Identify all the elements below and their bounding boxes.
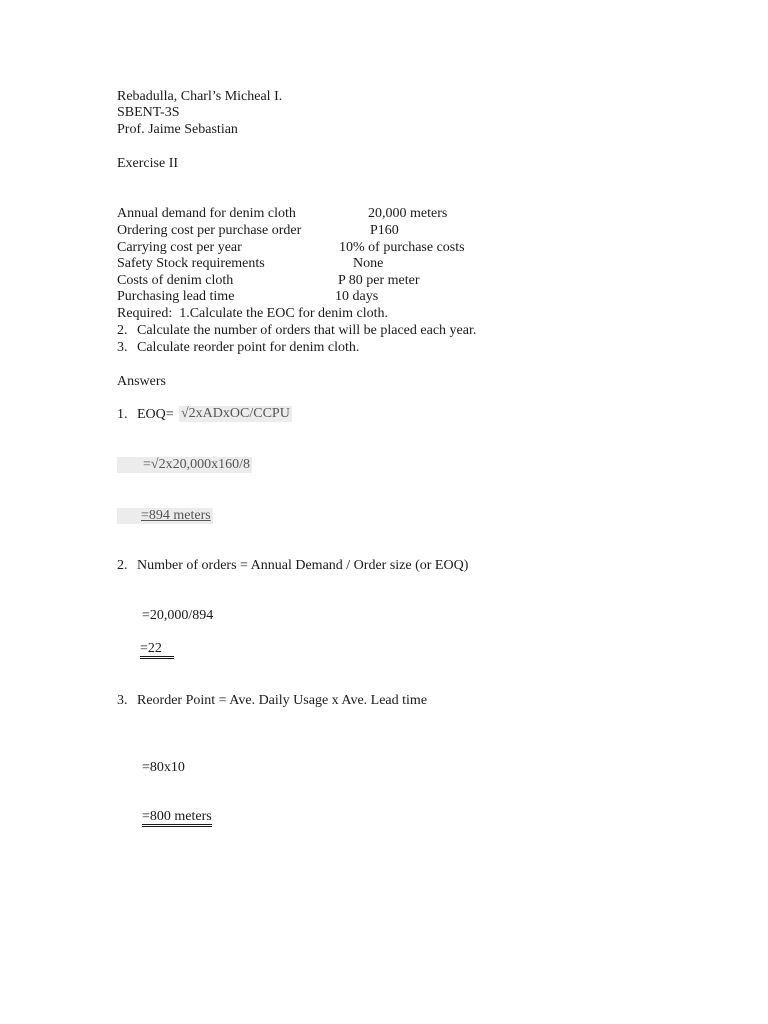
answers-heading: Answers [117, 374, 166, 389]
answer-1-step-1: =√2x20,000x160/8 [117, 457, 252, 473]
required-item-2-number: 2. [117, 323, 128, 338]
given-label-safety-stock: Safety Stock requirements [117, 256, 265, 271]
answer-3-label: Reorder Point = Ave. Daily Usage x Ave. Lead time [137, 693, 428, 708]
given-label-annual-demand: Annual demand for denim cloth [117, 206, 296, 221]
given-label-denim-cost: Costs of denim cloth [117, 273, 234, 288]
answer-1-formula: √2xADxOC/CCPU [181, 406, 290, 421]
answer-3-step-1: =80x10 [142, 760, 185, 775]
answer-2-result: =22 [140, 642, 174, 659]
answer-1-label: EOQ= [137, 407, 174, 422]
answer-3-number: 3. [117, 693, 128, 708]
given-value-safety-stock: None [353, 256, 384, 271]
student-name: Rebadulla, Charl’s Micheal I. [117, 89, 283, 104]
answer-2-number: 2. [117, 558, 128, 573]
answer-2-step-1: =20,000/894 [142, 608, 214, 623]
given-value-annual-demand: 20,000 meters [368, 206, 448, 221]
given-label-lead-time: Purchasing lead time [117, 289, 235, 304]
answer-1-number: 1. [117, 407, 128, 422]
required-item-3-number: 3. [117, 340, 128, 355]
exercise-title: Exercise II [117, 156, 179, 171]
required-item-1: Required: 1.Calculate the EOC for denim cloth. [117, 306, 388, 321]
given-value-lead-time: 10 days [335, 289, 379, 304]
answer-1-result-wrap [117, 508, 213, 524]
answer-2-label: Number of orders = Annual Demand / Order size (or EOQ) [137, 558, 469, 573]
given-label-carrying-cost: Carrying cost per year [117, 240, 242, 255]
answer-1-result: =894 meters [141, 508, 211, 523]
given-value-ordering-cost: P160 [370, 223, 399, 238]
professor-name: Prof. Jaime Sebastian [117, 122, 238, 137]
section-code: SBENT-3S [117, 105, 180, 120]
given-value-carrying-cost: 10% of purchase costs [339, 240, 465, 255]
answer-3-result: =800 meters [142, 810, 212, 827]
given-label-ordering-cost: Ordering cost per purchase order [117, 223, 302, 238]
required-item-3: Calculate reorder point for denim cloth. [137, 340, 360, 355]
required-item-2: Calculate the number of orders that will be placed each year. [137, 323, 477, 338]
given-value-denim-cost: P 80 per meter [338, 273, 420, 288]
